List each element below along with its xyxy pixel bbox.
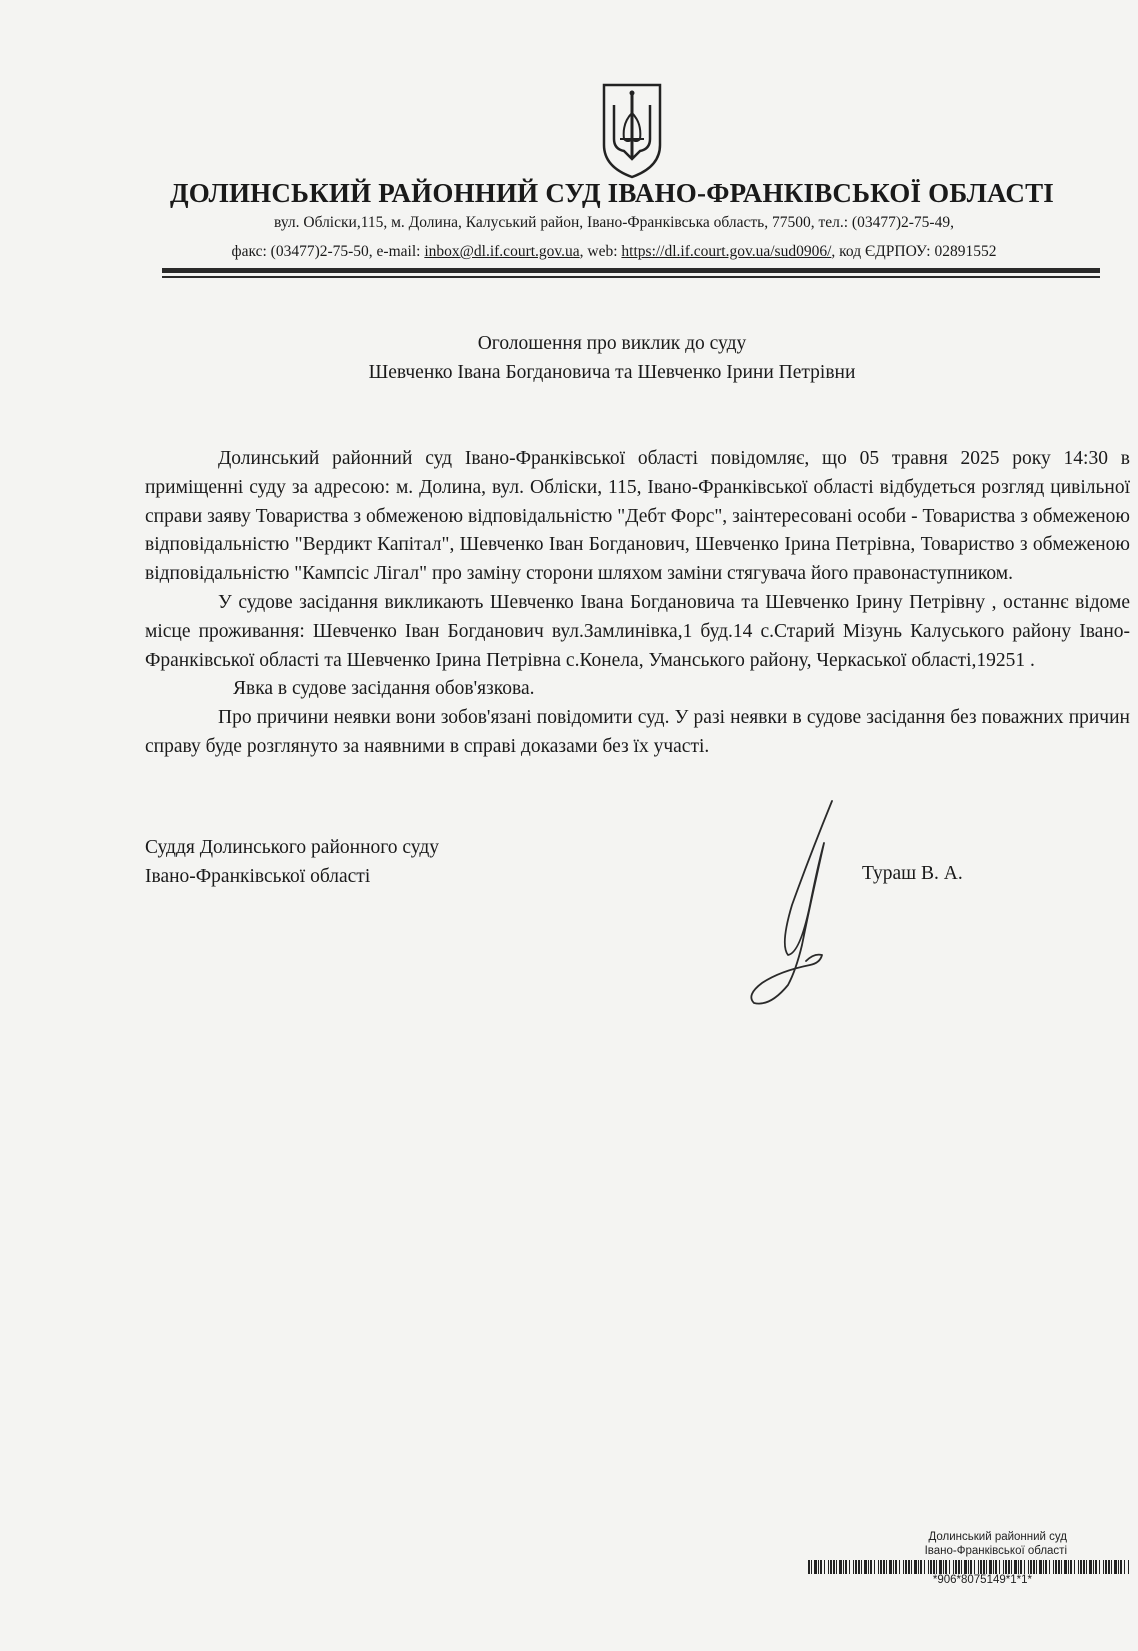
court-title: ДОЛИНСЬКИЙ РАЙОННИЙ СУД ІВАНО-ФРАНКІВСЬКОЇ ОБЛАСТІ bbox=[170, 178, 1054, 208]
barcode-icon bbox=[808, 1560, 1130, 1574]
paragraph-hearing: Долинський районний суд Івано-Франківської області повідомляє, що 05 травня 2025 року 14:30 в приміщенні суду за адресою: м. Долина, вул. Обліски, 115, Івано-Франківської області відбудеться розгляд цивільної справи заяву Товариства з обмеженою відповідальністю "Дебт Форс", заінтересовані особи - Товариства з обмеженою відповідальністю "Вердикт Капітал", Шевченко Іван Богданович, Шевченко Ірина Петрівна, Товариство з обмеженою відповідальністю "Кампсіс Лігал" про заміну сторони шляхом заміни стягувача його правонаступником. bbox=[145, 448, 1130, 585]
fax-label: факс: (03477)2-75-50, e-mail: bbox=[231, 243, 425, 260]
court-contacts bbox=[0, 243, 1138, 261]
handwritten-signature bbox=[740, 795, 880, 1010]
web-label: , web: bbox=[579, 243, 622, 260]
coat-of-arms-icon bbox=[600, 83, 664, 179]
judge-title-line2: Івано-Франківської області bbox=[145, 865, 371, 887]
website-link[interactable]: https://dl.if.court.gov.ua/sud0906/ bbox=[621, 243, 832, 260]
announcement-subject: Шевченко Івана Богдановича та Шевченко Ірини Петрівни bbox=[368, 362, 856, 383]
paragraph-absence: Про причини неявки вони зобов'язані повідомити суд. У разі неявки в судове засідання без поважних причин справу буде розглянуто за наявними в справі доказами без їх участі. bbox=[145, 707, 1130, 757]
announcement-body bbox=[145, 445, 1130, 762]
judge-name: Тураш В. А. bbox=[862, 863, 963, 884]
judge-title bbox=[145, 834, 439, 892]
header-divider-thin bbox=[162, 276, 1100, 278]
edrpou-code: , код ЄДРПОУ: 02891552 bbox=[831, 243, 997, 260]
stamp-region: Івано-Франківської області bbox=[924, 1545, 1067, 1557]
registry-stamp bbox=[808, 1530, 1130, 1587]
judge-title-line1: Суддя Долинського районного суду bbox=[145, 837, 439, 858]
announcement-title: Оголошення про виклик до суду bbox=[477, 333, 747, 354]
stamp-court-name: Долинський районний суд bbox=[928, 1531, 1067, 1543]
paragraph-attendance: Явка в судове засідання обов'язкова. bbox=[233, 678, 535, 700]
court-address: вул. Обліски,115, м. Долина, Калуський район, Івано-Франківська область, 77500, тел.: (03477)2-75-49, bbox=[274, 214, 954, 231]
header-divider-thick bbox=[162, 268, 1100, 273]
barcode-number: *906*8075149*1*1* bbox=[932, 1574, 1032, 1586]
paragraph-summons: У судове засідання викликають Шевченко Івана Богдановича та Шевченко Ірину Петрівну , останнє відоме місце проживання: Шевченко Іван Богданович вул.Замлинівка,1 буд.14 с.Старий Мізунь Калуського району Івано-Франківської області та Шевченко Ірина Петрівна с.Конела, Уманського району, Черкаської області,19251 . bbox=[145, 591, 1130, 671]
email-link[interactable]: inbox@dl.if.court.gov.ua bbox=[424, 243, 580, 260]
